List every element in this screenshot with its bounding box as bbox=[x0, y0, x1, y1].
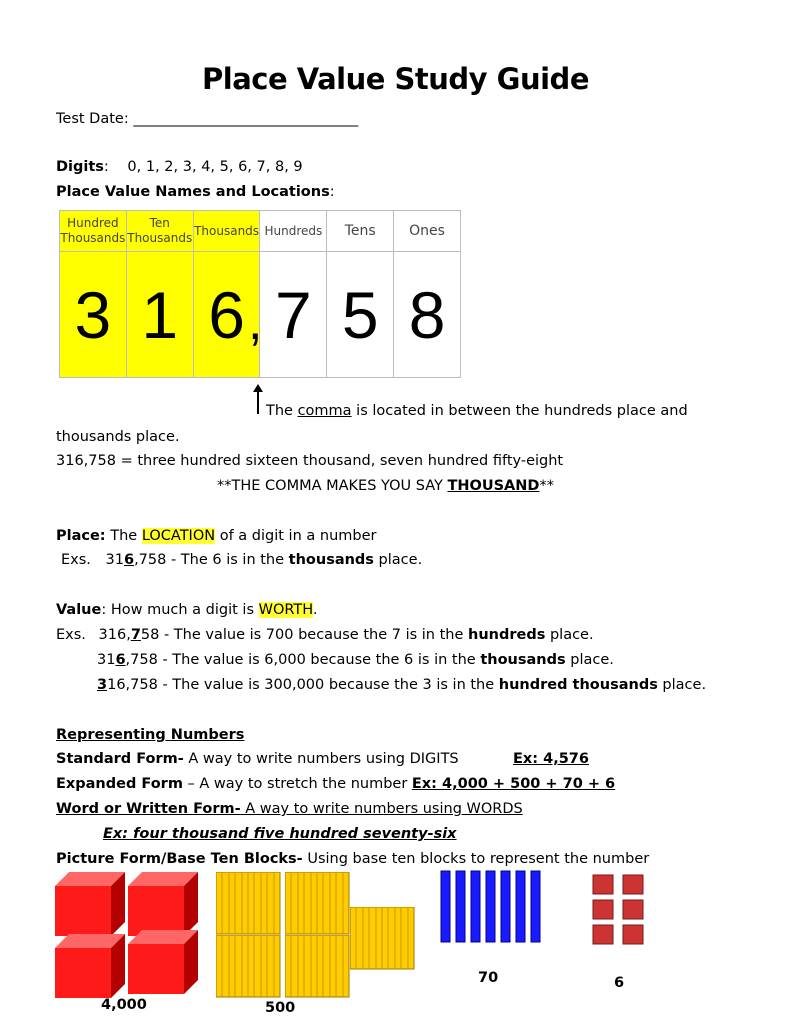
thousand-cube-icon bbox=[55, 872, 129, 936]
digits-values: 0, 1, 2, 3, 4, 5, 6, 7, 8, 9 bbox=[127, 159, 303, 175]
digits-line: Digits: 0, 1, 2, 3, 4, 5, 6, 7, 8, 9 bbox=[56, 159, 303, 175]
pv-digit: 5 bbox=[341, 277, 379, 352]
hundred-flat-icon bbox=[285, 872, 351, 936]
tens-blocks-label: 70 bbox=[478, 970, 499, 986]
word-form: Word or Written Form- A way to write numbers using WORDS bbox=[56, 801, 523, 817]
value-example-1: Exs. 316,758 - The value is 700 because the 7 is in the hundreds place. bbox=[56, 627, 594, 643]
pv-col-hundred-thousands bbox=[60, 211, 127, 377]
picture-form: Picture Form/Base Ten Blocks- Using base ten blocks to represent the number bbox=[56, 851, 650, 867]
ones-cubes-icon bbox=[592, 874, 646, 946]
expanded-form-example: Ex: 4,000 + 500 + 70 + 6 bbox=[411, 776, 616, 792]
number-in-words: 316,758 = three hundred sixteen thousand, seven hundred fifty-eight bbox=[56, 453, 564, 469]
thousand-cube-icon bbox=[128, 872, 202, 936]
worth-highlight: WORTH bbox=[258, 602, 313, 618]
ones-blocks-label: 6 bbox=[614, 975, 625, 991]
pv-header: Thousands bbox=[194, 211, 260, 252]
pv-col-ten-thousands bbox=[127, 211, 194, 377]
word-form-example: Ex: four thousand five hundred seventy-six bbox=[103, 826, 457, 842]
comma-note-line2: thousands place. bbox=[56, 429, 180, 445]
test-date-line bbox=[56, 110, 358, 128]
hundred-flat-icon bbox=[285, 935, 351, 999]
value-example-3: 316,758 - The value is 300,000 because the 3 is in the hundred thousands place. bbox=[97, 677, 707, 693]
hundred-flat-icon bbox=[350, 907, 416, 971]
pv-digit: 3 bbox=[74, 277, 112, 352]
pv-header: Ten Thousands bbox=[127, 211, 193, 252]
ten-rods-icon bbox=[440, 870, 544, 944]
pv-digit: 1 bbox=[141, 277, 179, 352]
digits-label: Digits bbox=[56, 159, 104, 175]
standard-form: Standard Form- A way to write numbers using DIGITS bbox=[56, 751, 459, 767]
test-date-blank: _______________________________ bbox=[133, 111, 359, 127]
pv-header: Hundred Thousands bbox=[60, 211, 126, 252]
pv-comma: , bbox=[248, 293, 263, 351]
page-title: Place Value Study Guide bbox=[202, 62, 589, 96]
value-label: Value bbox=[56, 602, 102, 618]
pv-col-hundreds bbox=[260, 211, 327, 377]
thousand-cube-icon bbox=[128, 930, 202, 994]
thousand-cube-icon bbox=[55, 934, 129, 998]
comma-rule: **THE COMMA MAKES YOU SAY THOUSAND** bbox=[217, 478, 554, 494]
pv-digit: 7 bbox=[275, 277, 312, 352]
hundreds-blocks-label: 500 bbox=[265, 1000, 296, 1016]
pv-header: Tens bbox=[327, 211, 393, 252]
location-highlight: LOCATION bbox=[141, 528, 216, 544]
up-arrow-icon bbox=[253, 384, 267, 416]
place-example: Exs. 316,758 - The 6 is in the thousands place. bbox=[61, 552, 423, 568]
expanded-form: Expanded Form – A way to stretch the number Ex: 4,000 + 500 + 70 + 6 bbox=[56, 776, 616, 792]
hundred-flat-icon bbox=[216, 935, 282, 999]
pv-header: Hundreds bbox=[260, 211, 326, 252]
pv-header: Ones bbox=[394, 211, 460, 252]
standard-form-example: Ex: 4,576 bbox=[513, 751, 589, 767]
thousand-word: THOUSAND bbox=[447, 478, 540, 494]
comma-note: The comma is located in between the hundreds place and bbox=[266, 403, 688, 419]
representing-heading: Representing Numbers bbox=[56, 727, 245, 743]
hundred-flat-icon bbox=[216, 872, 282, 936]
pv-digit: 6 bbox=[208, 277, 245, 352]
pv-col-tens bbox=[327, 211, 394, 377]
test-date-label: Test Date: bbox=[56, 111, 129, 127]
pv-col-ones bbox=[394, 211, 460, 377]
place-label: Place: bbox=[56, 528, 106, 544]
comma-word: comma bbox=[297, 403, 352, 419]
pv-digit: 8 bbox=[408, 277, 446, 352]
pv-names-heading: Place Value Names and Locations: bbox=[56, 184, 335, 200]
place-definition: Place: The LOCATION of a digit in a number bbox=[56, 528, 377, 544]
thousands-blocks-label: 4,000 bbox=[101, 997, 147, 1013]
value-example-2: 316,758 - The value is 6,000 because the 6 is in the thousands place. bbox=[97, 652, 614, 668]
value-definition: Value: How much a digit is WORTH. bbox=[56, 602, 318, 618]
